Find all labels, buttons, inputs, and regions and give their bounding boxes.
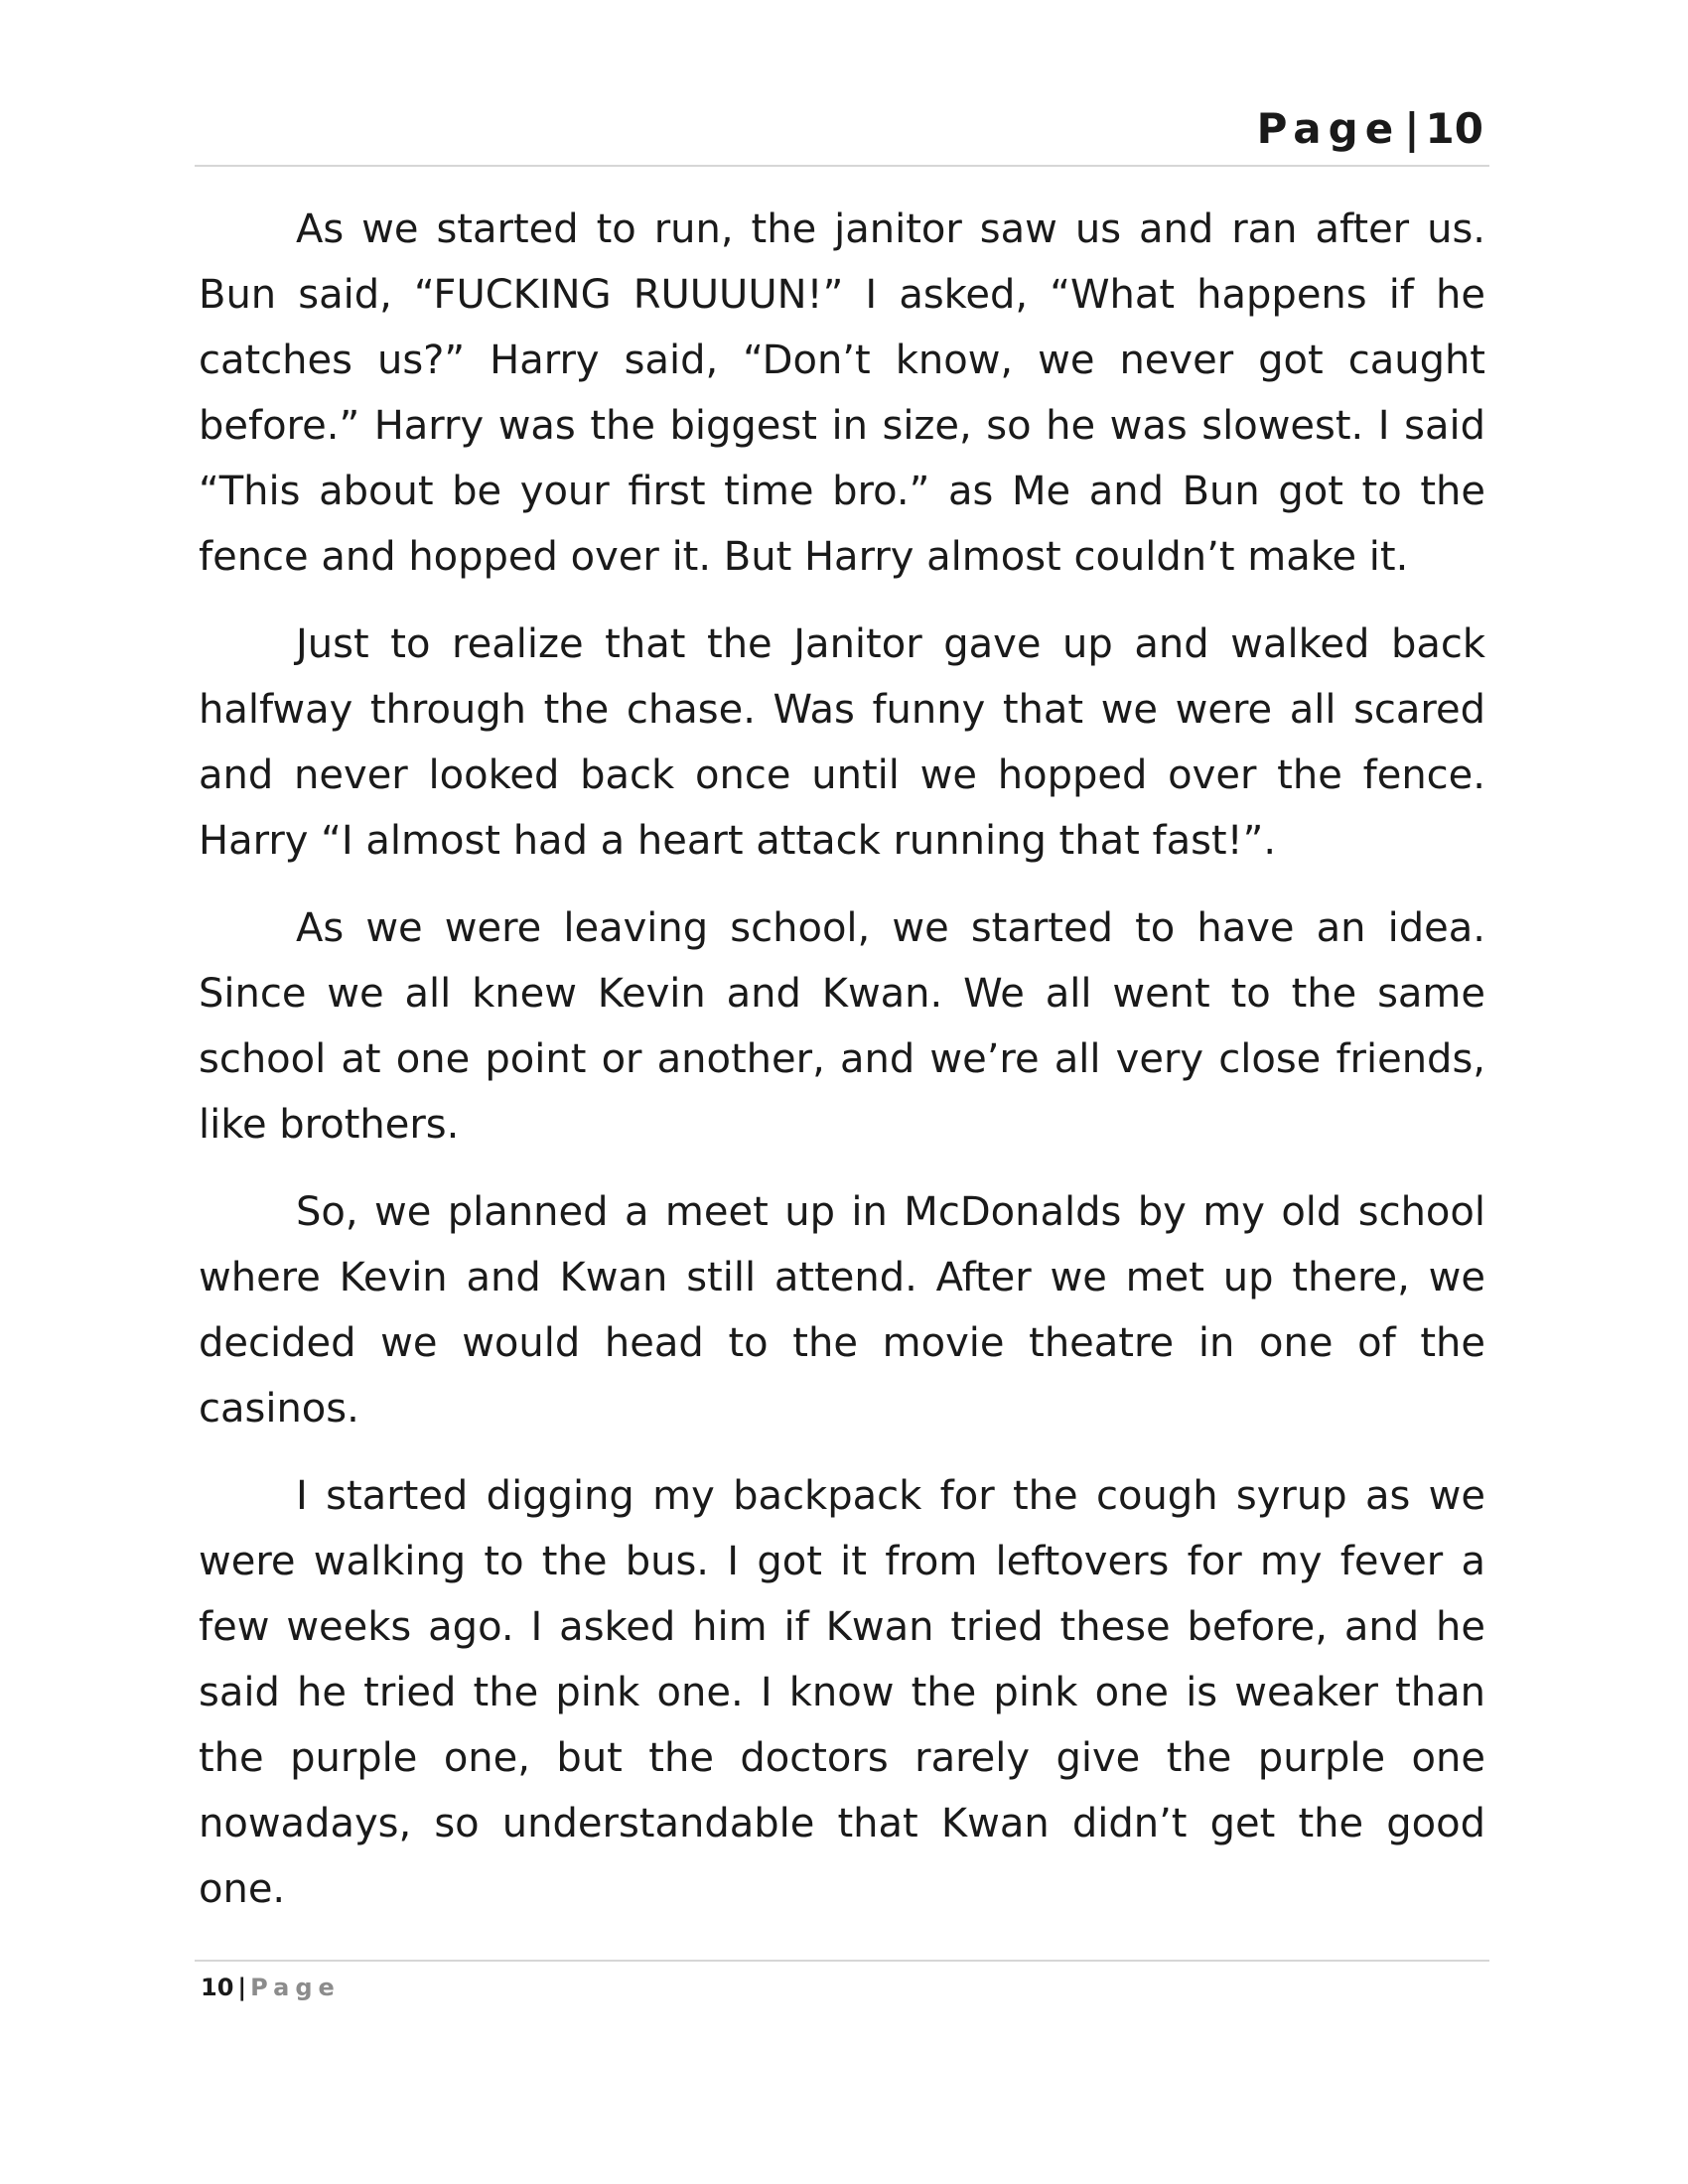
- paragraph-4: So, we planned a meet up in McDonalds by my old school where Kevin and Kwan still attend. After we met up there, we decided we would head to the movie theatre in one of the casinos.: [199, 1189, 1485, 1432]
- footer-page-label: [201, 1970, 341, 2005]
- header-page-label: [1257, 103, 1483, 155]
- paragraph-1: As we started to run, the janitor saw us and ran after us. Bun said, “FUCKING RUUUUN!” I asked, “What happens if he catches us?” Harry said, “Don’t know, we never got caught before.” Harry was the biggest in size, so he was slowest. I said “This about be your first time bro.” as Me and Bun got to the fence and hopped over it. But Harry almost couldn’t make it.: [199, 206, 1485, 580]
- paragraph-5: I started digging my backpack for the cough syrup as we were walking to the bus. I got it from leftovers for my fever a few weeks ago. I asked him if Kwan tried these before, and he said he tried the pink one. I know the pink one is weaker than the purple one, but the doctors rarely give the purple one nowadays, so understandable that Kwan didn’t get the good one.: [199, 1473, 1485, 1912]
- page-footer: [195, 1960, 1489, 2001]
- header-page-number: 10: [1425, 104, 1483, 153]
- paragraph-2: Just to realize that the Janitor gave up and walked back halfway through the chase. Was funny that we were all scared and never looked back once until we hopped over the fence. Harry “I almost had a heart attack running that fast!”.: [199, 621, 1485, 864]
- footer-page-word: Page: [250, 1974, 341, 2001]
- page-header: [195, 103, 1489, 167]
- header-separator: |: [1404, 104, 1420, 153]
- paragraph-3: As we were leaving school, we started to have an idea. Since we all knew Kevin and Kwan. We all went to the same school at one point or another, and we’re all very close friends, like brothers.: [199, 905, 1485, 1148]
- header-page-word: Page: [1256, 104, 1401, 153]
- footer-page-number: 10: [201, 1974, 234, 2001]
- body-text: [199, 197, 1485, 1944]
- footer-separator: |: [237, 1974, 247, 2001]
